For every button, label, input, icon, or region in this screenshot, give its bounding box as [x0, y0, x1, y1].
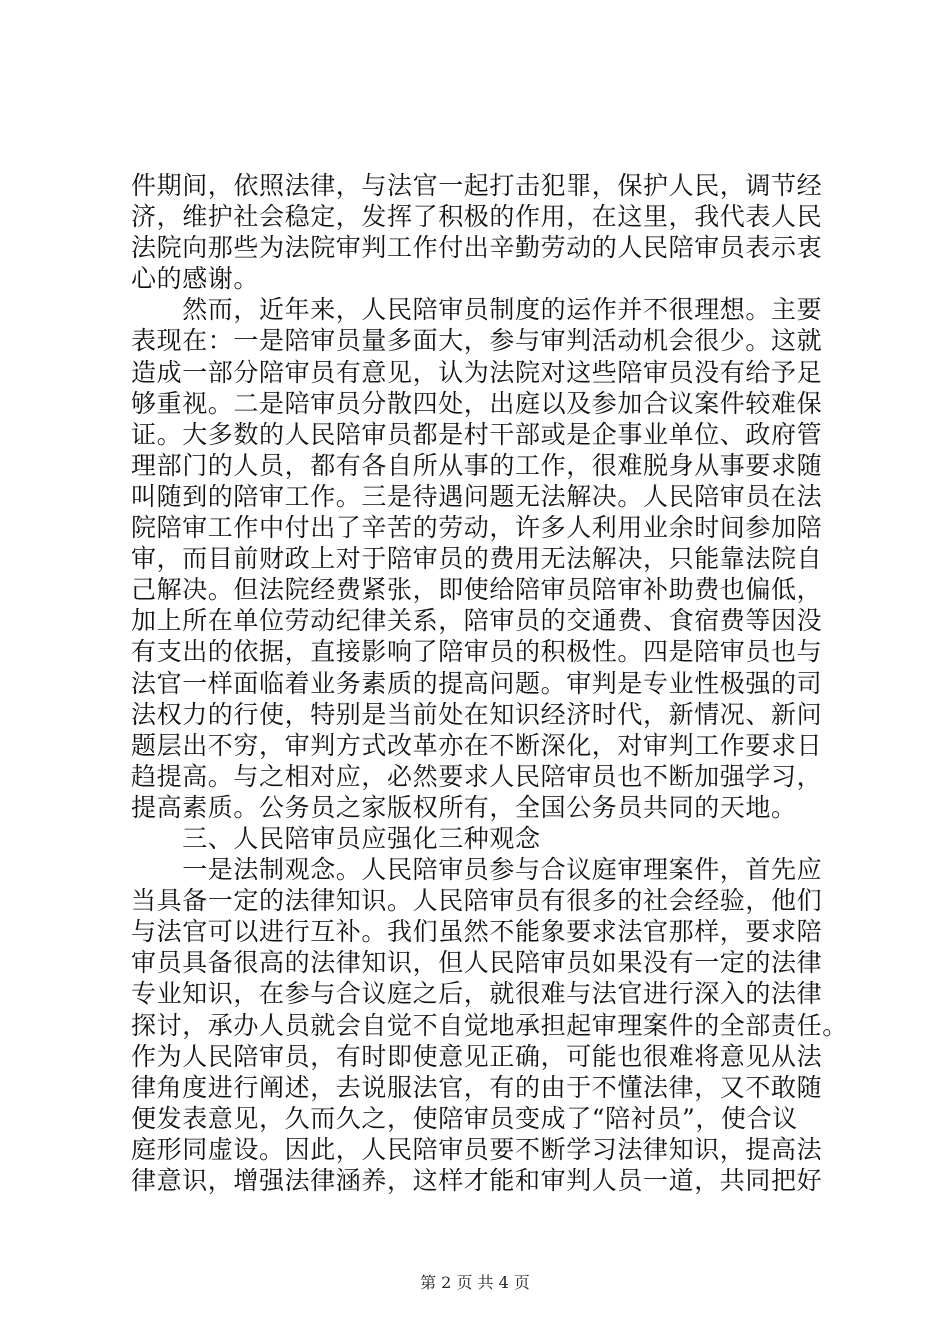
text-line: 便发表意见，久而久之，使陪审员变成了“陪衬员”，使合议: [131, 1103, 798, 1133]
text-line: 济，维护社会稳定，发挥了积极的作用，在这里，我代表人民: [131, 202, 823, 232]
text-line: 件期间，依照法律，与法官一起打击犯罪，保护人民，调节经: [131, 171, 823, 200]
text-line: 专业知识，在参与合议庭之后，就很难与法官进行深入的法律: [131, 979, 823, 1009]
text-line: 加上所在单位劳动纪律关系，陪审员的交通费、食宿费等因没: [131, 606, 823, 636]
text-line: 当具备一定的法律知识。人民陪审员有很多的社会经验，他们: [131, 886, 823, 916]
text-line: 律意识，增强法律涵养，这样才能和审判人员一道，共同把好: [131, 1166, 823, 1195]
text-line: 庭形同虚设。因此，人民陪审员要不断学习法律知识，提高法: [131, 1134, 823, 1164]
text-line: 院陪审工作中付出了辛苦的劳动，许多人利用业余时间参加陪: [131, 513, 823, 543]
text-line: 审，而目前财政上对于陪审员的费用无法解决，只能靠法院自: [131, 544, 823, 574]
section-heading: 三、人民陪审员应强化三种观念: [131, 823, 541, 853]
text-line: 法院向那些为法院审判工作付出辛勤劳动的人民陪审员表示衷: [131, 233, 823, 263]
text-line: 趋提高。与之相对应，必然要求人民陪审员也不断加强学习，: [131, 761, 823, 791]
text-line: 够重视。二是陪审员分散四处，出庭以及参加合议案件较难保: [131, 388, 823, 418]
text-line: 己解决。但法院经费紧张，即使给陪审员陪审补助费也偏低，: [131, 575, 823, 605]
page-number-footer: 第 2 页 共 4 页: [420, 1273, 530, 1292]
text-line: 法权力的行使，特别是当前处在知识经济时代，新情况、新问: [131, 699, 823, 729]
text-line: 然而，近年来，人民陪审员制度的运作并不很理想。主要: [131, 295, 823, 325]
text-line: 一是法制观念。人民陪审员参与合议庭审理案件，首先应: [131, 855, 823, 885]
text-line: 有支出的依据，直接影响了陪审员的积极性。四是陪审员也与: [131, 637, 823, 667]
text-line: 审员具备很高的法律知识，但人民陪审员如果没有一定的法律: [131, 948, 823, 978]
body-text: [131, 170, 848, 1196]
text-line: 提高素质。公务员之家版权所有，全国公务员共同的天地。: [131, 792, 797, 822]
text-line: 表现在：一是陪审员量多面大，参与审判活动机会很少。这就: [131, 326, 823, 356]
text-line: 心的感谢。: [131, 264, 260, 294]
text-line: 题层出不穷，审判方式改革亦在不断深化，对审判工作要求日: [131, 730, 823, 760]
text-line: 证。大多数的人民陪审员都是村干部或是企事业单位、政府管: [131, 419, 823, 449]
text-line: 律角度进行阐述，去说服法官，有的由于不懂法律，又不敢随: [131, 1072, 823, 1102]
text-line: 叫随到的陪审工作。三是待遇问题无法解决。人民陪审员在法: [131, 481, 823, 511]
text-line: 造成一部分陪审员有意见，认为法院对这些陪审员没有给予足: [131, 357, 823, 387]
text-line: 作为人民陪审员，有时即使意见正确，可能也很难将意见从法: [131, 1041, 823, 1071]
text-line: 法官一样面临着业务素质的提高问题。审判是专业性极强的司: [131, 668, 823, 698]
text-line: 与法官可以进行互补。我们虽然不能象要求法官那样，要求陪: [131, 917, 823, 947]
text-line: 探讨，承办人员就会自觉不自觉地承担起审理案件的全部责任。: [131, 1010, 848, 1040]
text-line: 理部门的人员，都有各自所从事的工作，很难脱身从事要求随: [131, 450, 823, 480]
